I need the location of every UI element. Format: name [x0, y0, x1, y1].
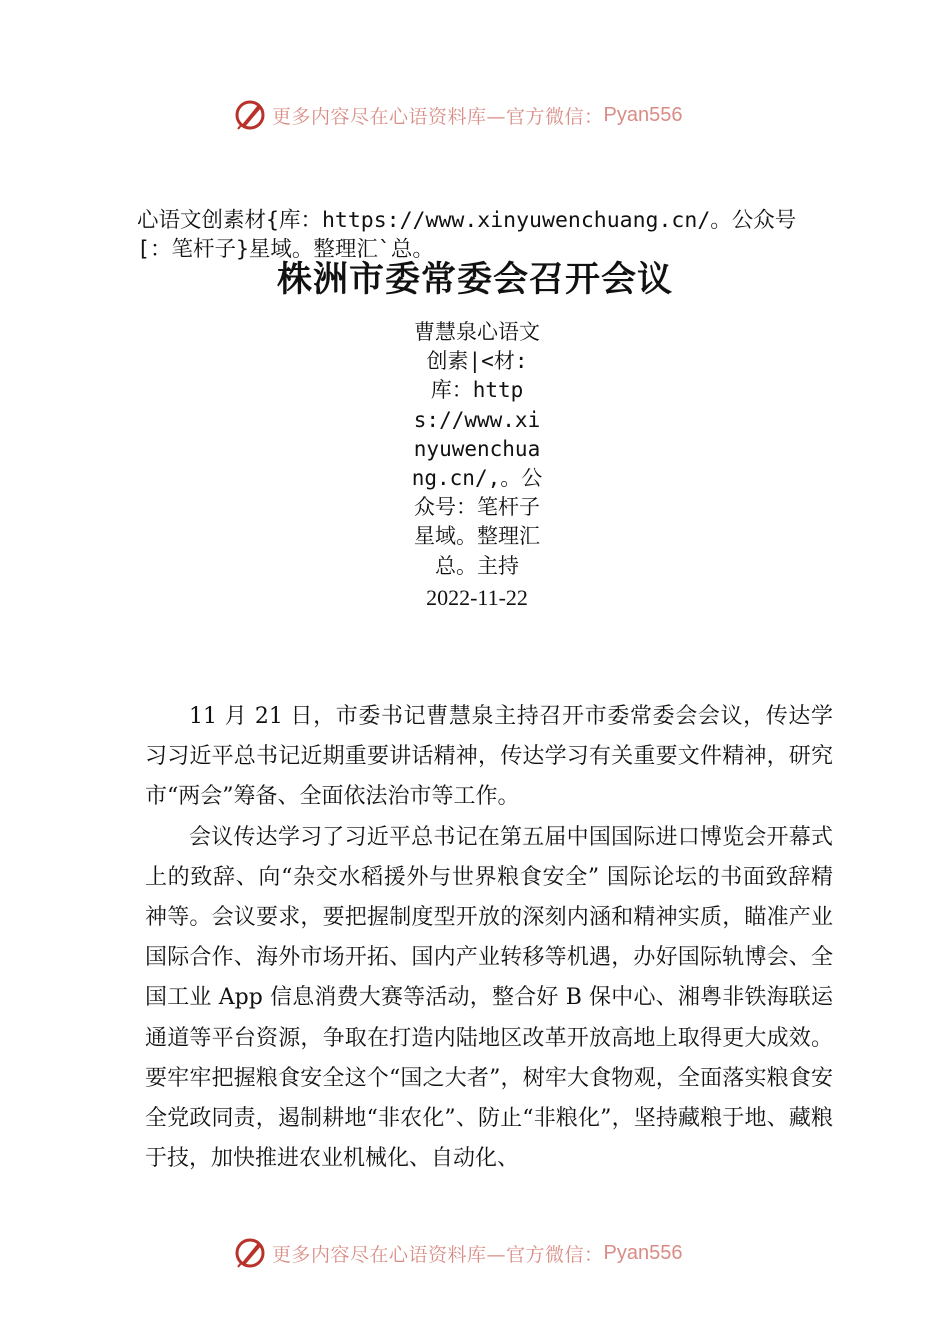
- byline: [410, 318, 544, 614]
- banner-text: 更多内容尽在心语资料库—官方微信：: [272, 1243, 604, 1266]
- byline-date: 2022-11-22: [426, 584, 528, 610]
- quill-pen-logo-icon: [232, 1235, 268, 1271]
- header-note: 心语文创素材{库：https://www.xinyuwenchuang.cn/。公众号[：笔杆子}星域。整理汇`总。: [137, 208, 797, 262]
- top-banner: [232, 95, 682, 135]
- article-title: 株洲市委常委会召开会议: [276, 260, 673, 300]
- bottom-banner: [232, 1233, 682, 1273]
- banner-wechat-id: Pyan556: [603, 1241, 683, 1264]
- quill-pen-logo-icon: [232, 97, 268, 133]
- paragraph-1: 11 月 21 日，市委书记曹慧泉主持召开市委常委会会议，传达学习习近平总书记近期重要讲话精神，传达学习有关重要文件精神，研究市“两会”筹备、全面依法治市等工作。: [145, 704, 833, 810]
- banner-text: 更多内容尽在心语资料库—官方微信：: [272, 105, 604, 128]
- article-body: [145, 697, 833, 1179]
- paragraph-2: 会议传达学习了习近平总书记在第五届中国国际进口博览会开幕式上的致辞、向“杂交水稻援外与世界粮食安全” 国际论坛的书面致辞精神等。会议要求，要把握制度型开放的深刻内涵和精神实质，瞄准产业国际合作、海外市场开拓、国内产业转移等机遇，办好国际轨博会、全国工业 App 信息消费大赛等活动，整合好 B 保中心、湘粤非铁海联运通道等平台资源，争取在打造内陆地区改革开放高地上取得更大成效。要牢牢把握粮食安全这个“国之大者”，树牢大食物观，全面落实粮食安全党政同责，遏制耕地“非农化”、防止“非粮化”，坚持藏粮于地、藏粮于技，加快推进农业机械化、自动化、: [145, 824, 833, 1172]
- byline-text: 曹慧泉心语文创素|<材:库：https://www.xinyuwenchuang.cn/,。公众号：笔杆子星域。整理汇总。主持: [411, 320, 543, 578]
- banner-wechat-id: Pyan556: [603, 103, 683, 126]
